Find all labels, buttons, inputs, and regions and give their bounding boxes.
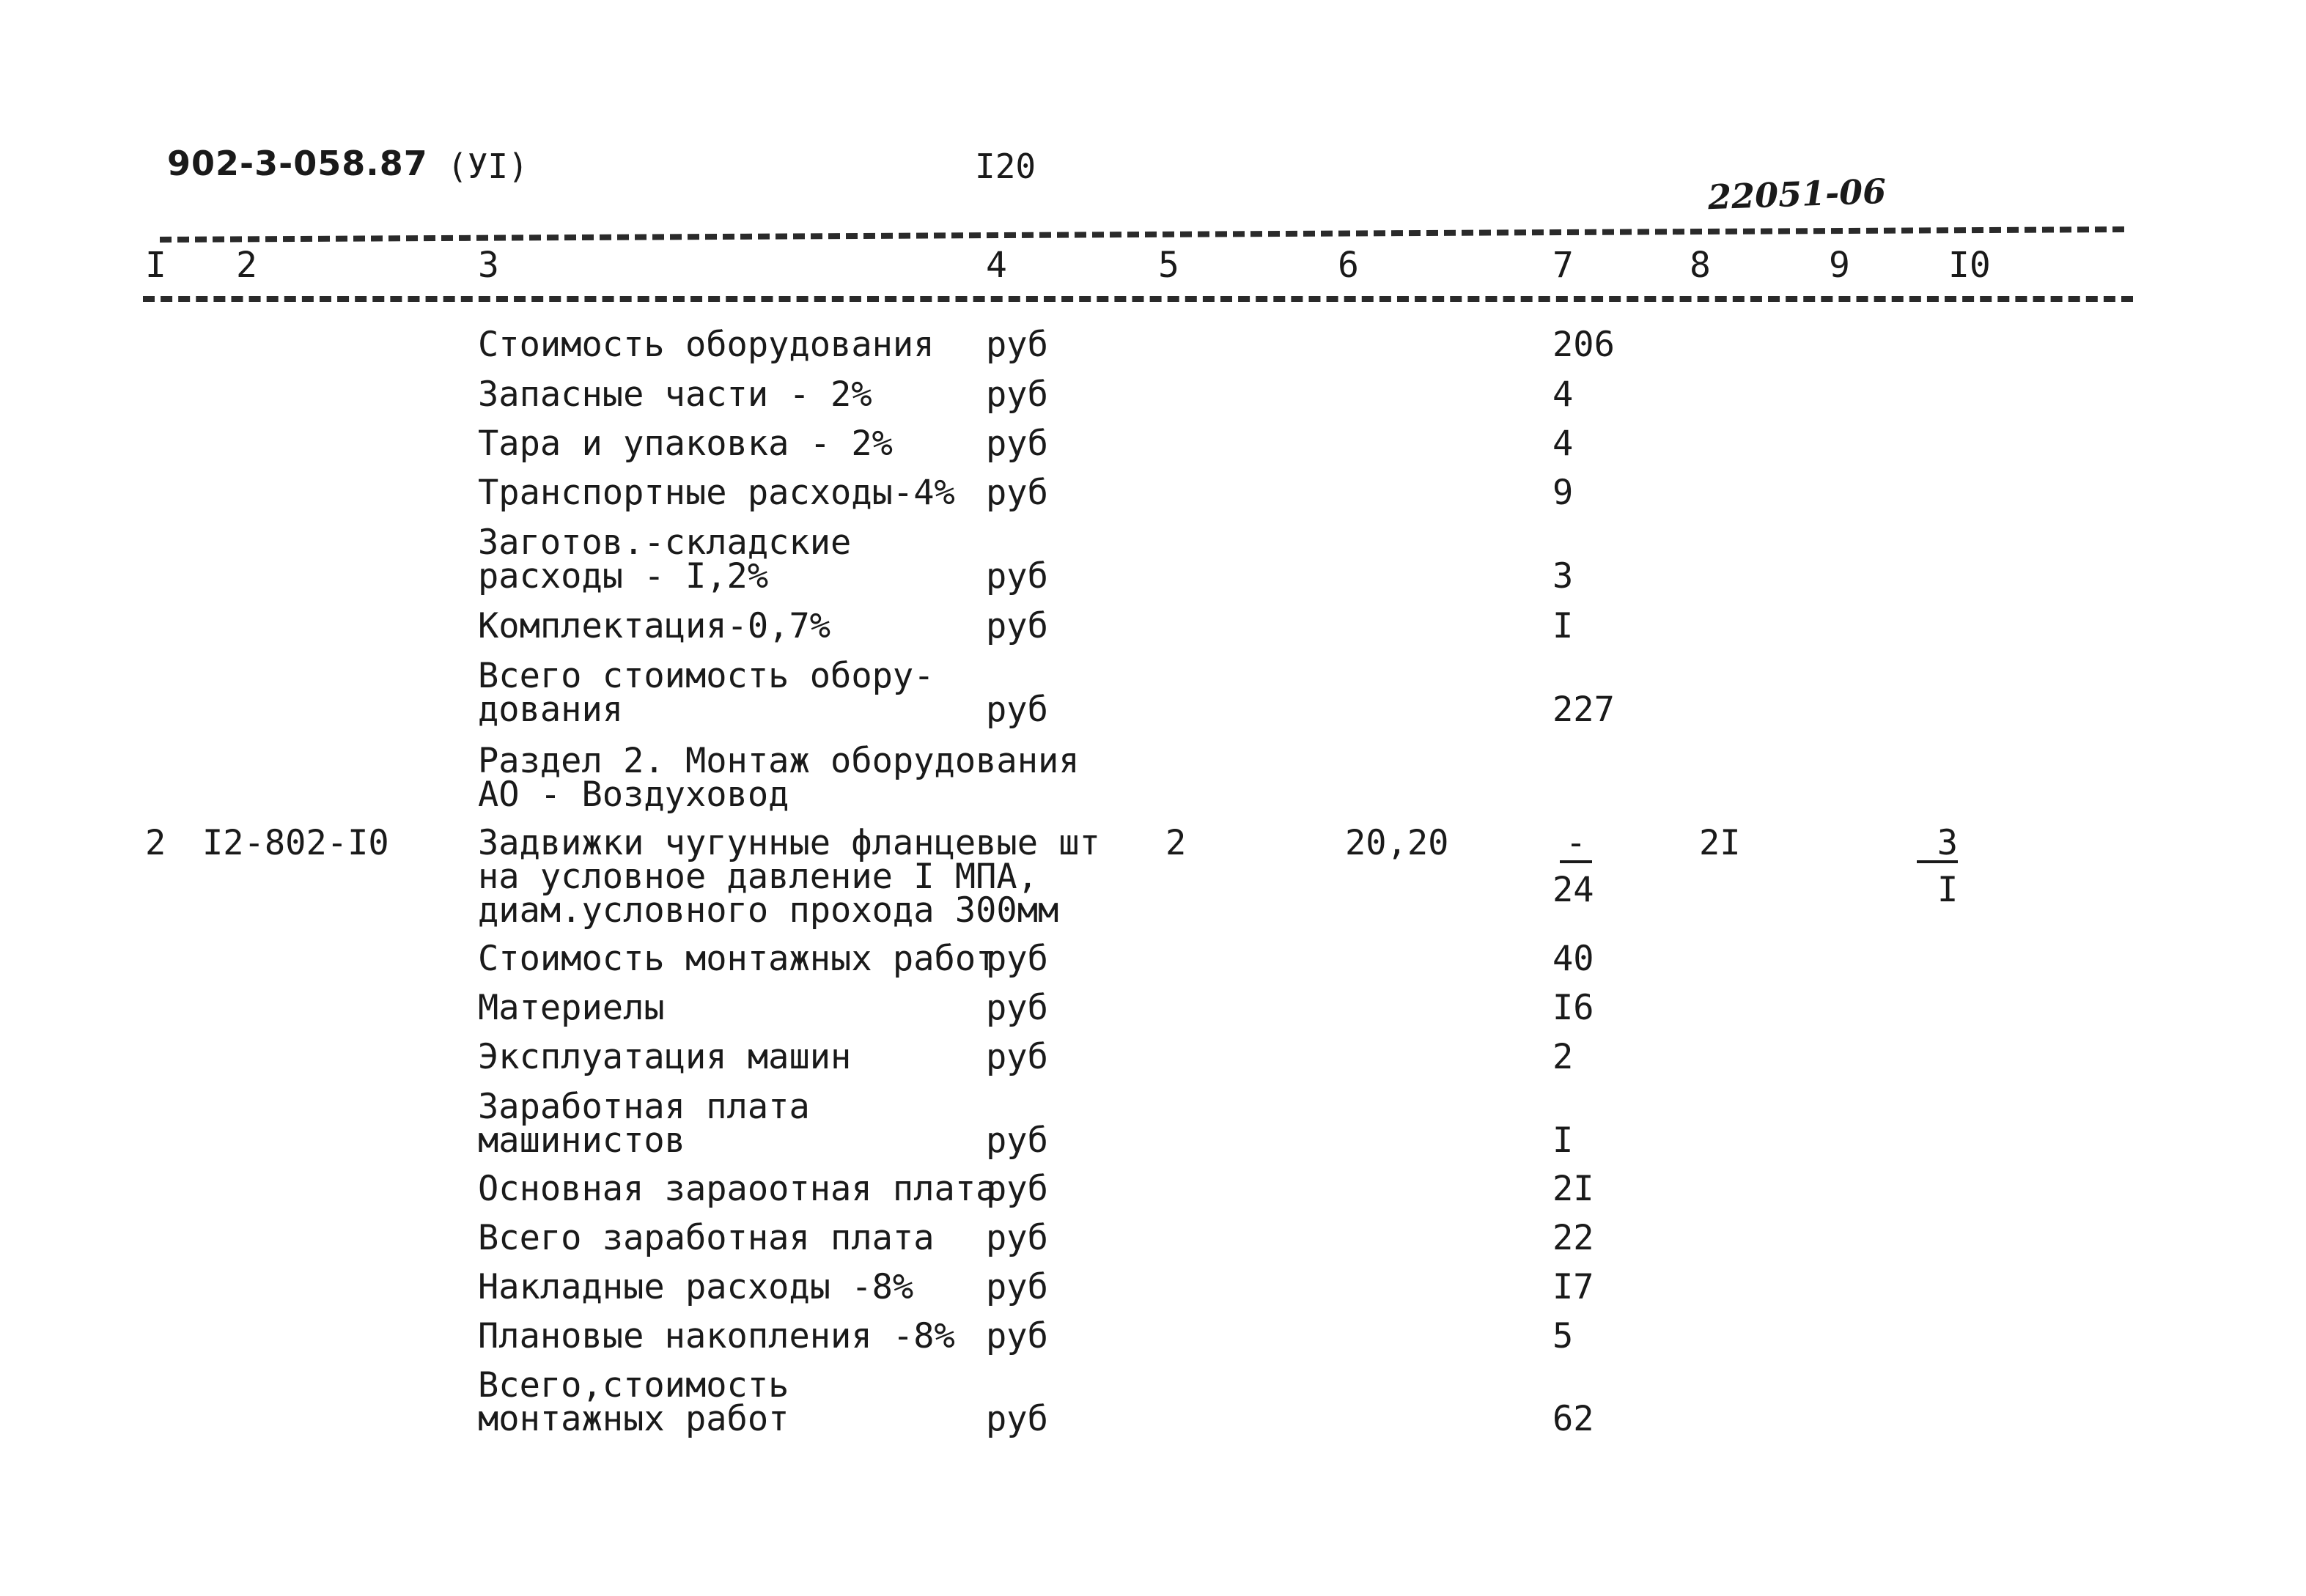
row-description: Материелы [478,988,665,1028]
column-number-10: I0 [1948,245,1991,286]
row-value: I6 [1552,988,1594,1028]
document-code: 902-3-058.87 [167,144,428,183]
row-unit: руб [986,473,1048,513]
row-unit: руб [986,1316,1048,1356]
row-unit: руб [986,1218,1048,1258]
volume-number: (УI) [447,147,528,186]
column-number-2: 2 [236,245,257,286]
row-description: Заготов.-складские [478,522,852,563]
item-col8: 2I [1699,823,1741,863]
row-description: Плановые накопления -8% [478,1316,955,1356]
row-value: 2 [1552,1037,1574,1077]
column-number-7: 7 [1552,245,1574,286]
column-number-9: 9 [1829,245,1850,286]
row-description: Стоимость оборудования [478,325,935,365]
row-description: Накладные расходы -8% [478,1267,914,1307]
row-description: Всего,стоимость [478,1365,789,1405]
row-value: 5 [1552,1316,1574,1356]
row-value: 227 [1552,690,1615,730]
section-heading: Раздел 2. Монтаж оборудования [478,741,1080,781]
column-number-3: 3 [478,245,499,286]
row-unit: руб [986,1399,1048,1439]
row-unit: руб [986,1037,1048,1077]
row-description: Тара и упаковка - 2% [478,424,893,464]
row-description: Заработная плата [478,1087,810,1127]
row-description: Задвижки чугунные фланцевые шт [478,823,1100,863]
row-description: Транспортные расходы-4% [478,473,955,513]
row-value: I [1552,606,1574,646]
row-description: Стоимость монтажных работ [478,939,997,979]
row-value: 40 [1552,939,1594,979]
row-unit: руб [986,374,1048,415]
row-value: 2I [1552,1169,1594,1209]
column-number-6: 6 [1338,245,1359,286]
column-number-1: I [145,245,166,286]
row-unit: руб [986,939,1048,979]
row-unit: руб [986,1120,1048,1161]
row-description: расходы - I,2% [478,556,769,596]
row-value: 206 [1552,325,1615,365]
row-value: I7 [1552,1267,1594,1307]
section-heading: АО - Воздуховод [478,775,789,815]
row-description: монтажных работ [478,1399,789,1439]
column-number-8: 8 [1690,245,1711,286]
row-description: Всего стоимость обору- [478,656,935,696]
row-value: 4 [1552,424,1574,464]
row-value: 4 [1552,374,1574,415]
row-unit: руб [986,606,1048,646]
row-description: Основная зараоотная плата [478,1169,997,1209]
row-value: 3 [1552,556,1574,596]
row-description: Запасные части - 2% [478,374,872,415]
row-description: Эксплуатация машин [478,1037,852,1077]
row-unit: руб [986,325,1048,365]
row-value: 9 [1552,473,1574,513]
row-value: 62 [1552,1399,1594,1439]
handwritten-inventory-number: 22051-06 [1707,171,1887,218]
column-number-5: 5 [1158,245,1179,286]
item-code: I2-802-I0 [202,823,389,863]
item-unit-price: 20,20 [1345,823,1449,863]
item-col10-top: 3 [1917,827,1958,863]
table-top-rule [160,226,2124,243]
row-description: Комплектация-0,7% [478,606,831,646]
item-number: 2 [145,823,166,863]
row-value: 22 [1552,1218,1594,1258]
row-unit: руб [986,1267,1048,1307]
row-description: на условное давление I МПА, [478,857,1039,897]
row-description: дования [478,690,624,730]
item-col10-bottom: I [1937,870,1959,910]
item-quantity: 2 [1165,823,1187,863]
item-col7-bottom: 24 [1552,870,1594,910]
row-description: машинистов [478,1120,685,1161]
page-number: I20 [975,147,1036,186]
column-number-4: 4 [986,245,1007,286]
row-unit: руб [986,988,1048,1028]
row-description: Всего заработная плата [478,1218,935,1258]
row-value: I [1552,1120,1574,1161]
row-unit: руб [986,556,1048,596]
row-description: диам.условного прохода 300мм [478,890,1059,931]
row-unit: руб [986,1169,1048,1209]
item-col7-top: - [1560,827,1592,863]
table-header-rule [143,296,2133,302]
row-unit: руб [986,690,1048,730]
row-unit: руб [986,424,1048,464]
